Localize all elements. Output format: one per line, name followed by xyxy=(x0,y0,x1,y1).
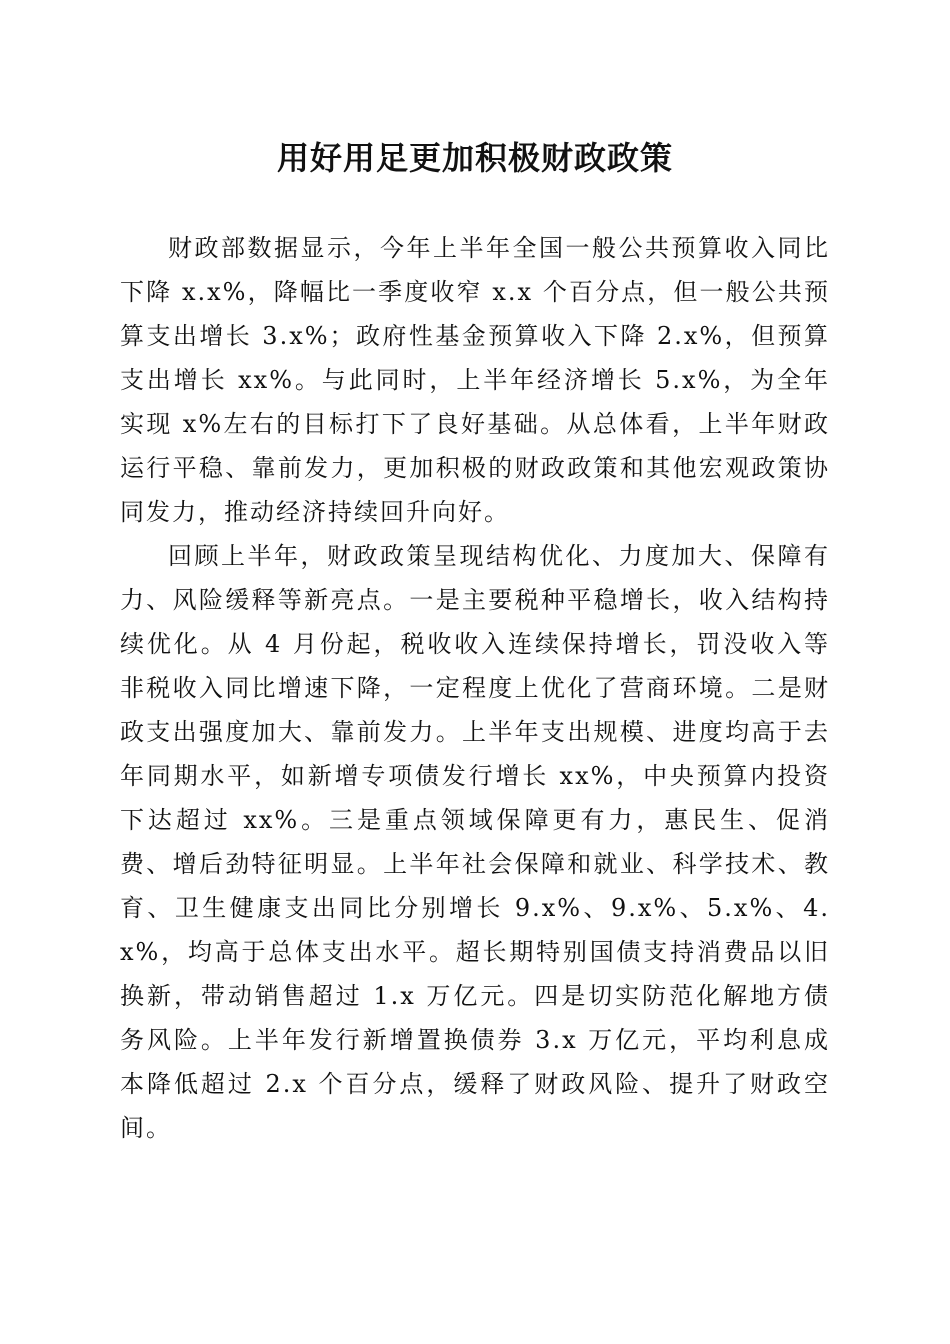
document-body xyxy=(120,226,830,1150)
paragraph: 财政部数据显示，今年上半年全国一般公共预算收入同比下降 x.x%，降幅比一季度收窄 x.x 个百分点，但一般公共预算支出增长 3.x%；政府性基金预算收入下降 2.x%，但预算支出增长 xx%。与此同时，上半年经济增长 5.x%，为全年实现 x%左右的目标打下了良好基础。从总体看，上半年财政运行平稳、靠前发力，更加积极的财政政策和其他宏观政策协同发力，推动经济持续回升向好。 xyxy=(120,234,830,526)
paragraph: 回顾上半年，财政政策呈现结构优化、力度加大、保障有力、风险缓释等新亮点。一是主要税种平稳增长，收入结构持续优化。从 4 月份起，税收收入连续保持增长，罚没收入等非税收入同比增速下降，一定程度上优化了营商环境。二是财政支出强度加大、靠前发力。上半年支出规模、进度均高于去年同期水平，如新增专项债发行增长 xx%，中央预算内投资下达超过 xx%。三是重点领域保障更有力，惠民生、促消费、增后劲特征明显。上半年社会保障和就业、科学技术、教育、卫生健康支出同比分别增长 9.x%、9.x%、5.x%、4.x%，均高于总体支出水平。超长期特别国债支持消费品以旧换新，带动销售超过 1.x 万亿元。四是切实防范化解地方债务风险。上半年发行新增置换债券 3.x 万亿元，平均利息成本降低超过 2.x 个百分点，缓释了财政风险、提升了财政空间。 xyxy=(120,542,830,1142)
document-title: 用好用足更加积极财政政策 xyxy=(276,139,673,177)
